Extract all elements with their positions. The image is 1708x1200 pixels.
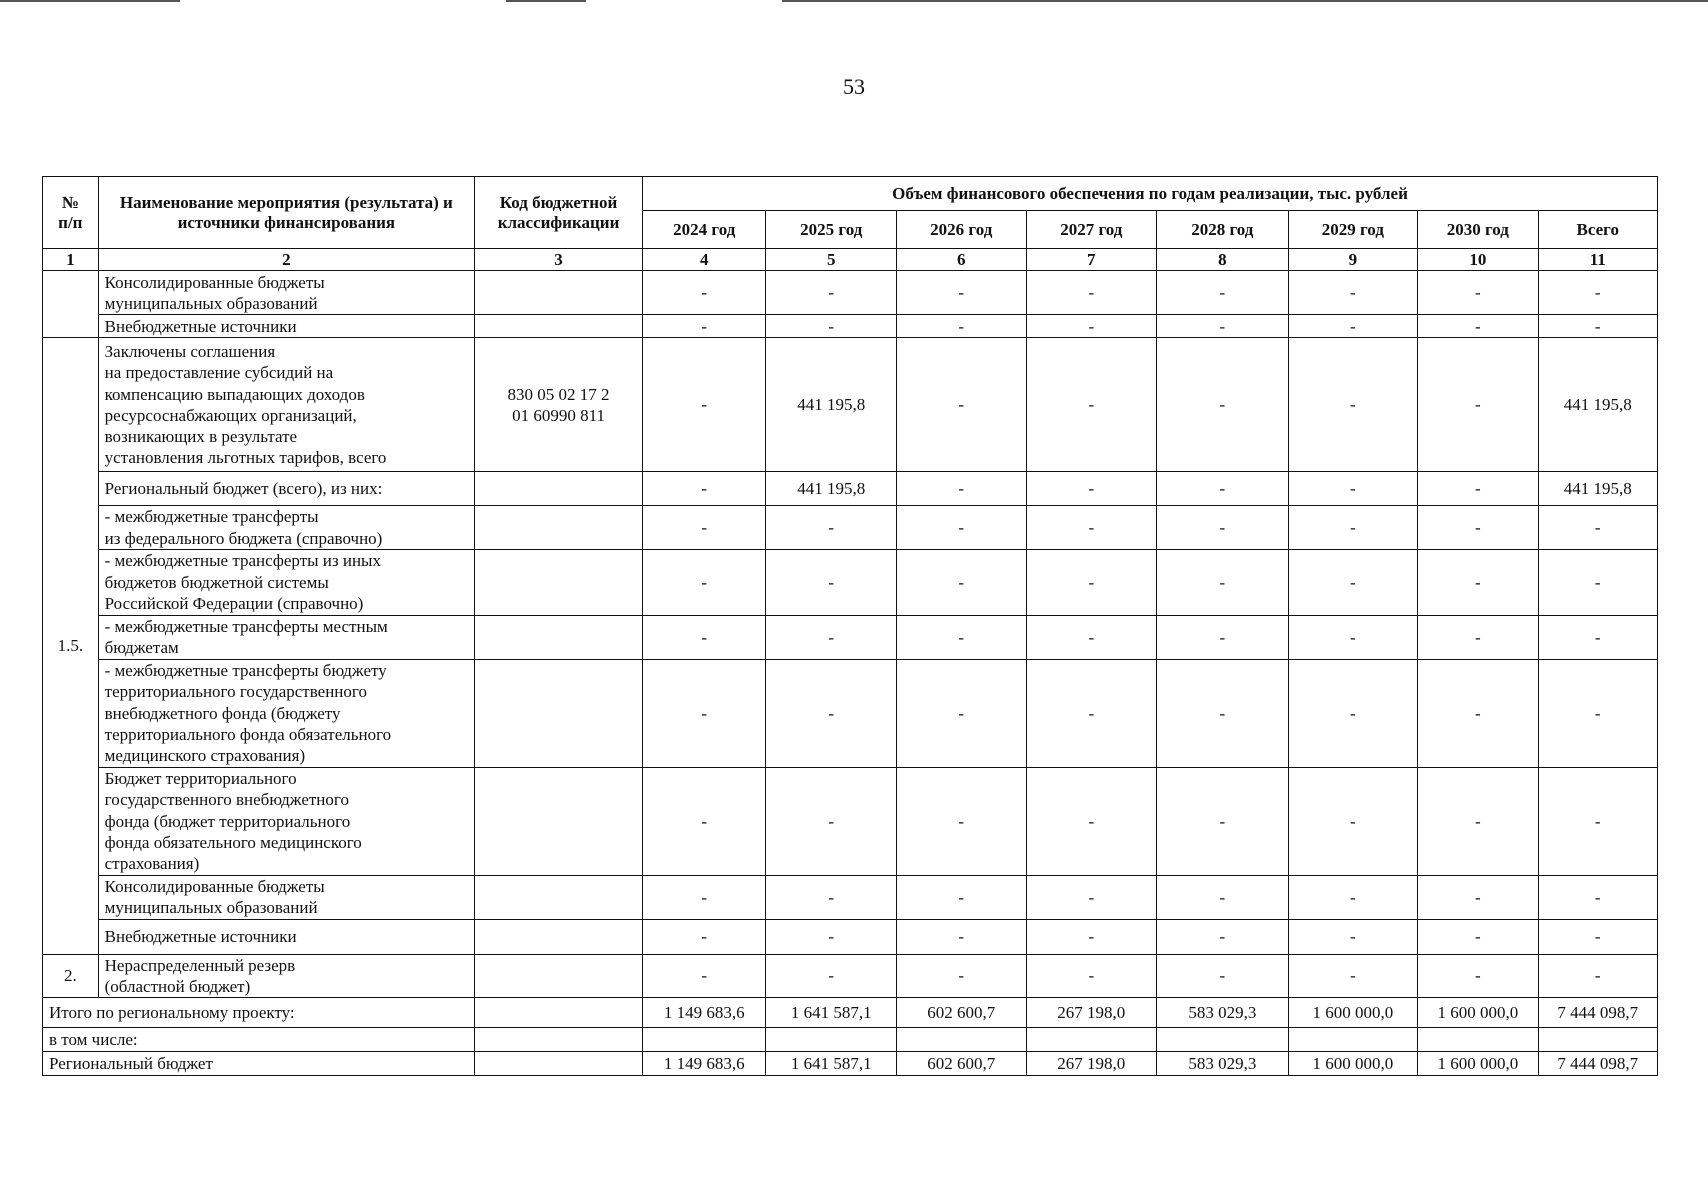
row-number: 2. [43,954,99,998]
header-code: Код бюджетной классификации [475,177,643,249]
row-year-value: - [766,549,897,615]
row-year-value: - [1157,615,1289,659]
table-row [43,338,1658,472]
row-year-value: - [1026,954,1157,998]
row-year-value: - [1288,549,1418,615]
row-year-value: - [1418,506,1538,550]
row-year-value: - [1157,659,1289,767]
table-row [43,919,1658,954]
row-name: Внебюджетные источники [98,315,474,338]
page-number: 53 [843,74,865,99]
header-name: Наименование мероприятия (результата) и источники финансирования [98,177,474,249]
row-name: Консолидированные бюджеты муниципальных образований [98,875,474,919]
row-year-value: - [1418,954,1538,998]
row-year-value: - [1288,919,1418,954]
row-year-value: 441 195,8 [766,338,897,472]
column-index: 6 [897,249,1027,271]
row-total-value: 441 195,8 [1538,338,1657,472]
header-year: 2026 год [897,211,1027,249]
row-year-value: - [1157,954,1289,998]
totals-year-value: 1 600 000,0 [1288,998,1418,1028]
table-row [43,472,1658,506]
row-year-value: - [766,767,897,875]
row-name: - межбюджетные трансферты бюджету территориального государственного внебюджетного фонда (бюджету территориального фонда обязательного медицинского страхования) [98,659,474,767]
row-total-value: - [1538,315,1657,338]
row-year-value: - [897,506,1027,550]
row-total-value: - [1538,549,1657,615]
totals-year-value: 1 149 683,6 [643,1052,766,1076]
totals-year-value: 267 198,0 [1026,1052,1157,1076]
row-total-value: - [1538,271,1657,315]
row-total-value: 441 195,8 [1538,472,1657,506]
row-number: 1.5. [43,338,99,955]
row-year-value: - [1418,549,1538,615]
row-year-value: - [1157,919,1289,954]
row-year-value: - [766,875,897,919]
row-total-value: - [1538,875,1657,919]
table-row [43,659,1658,767]
header-year: 2027 год [1026,211,1157,249]
row-number [43,271,99,338]
scan-edge-line [0,0,180,2]
row-year-value: - [766,954,897,998]
row-year-value: - [897,315,1027,338]
totals-year-value: 1 641 587,1 [766,998,897,1028]
row-budget-code [475,875,643,919]
header-year: 2029 год [1288,211,1418,249]
row-year-value: - [1288,875,1418,919]
totals-year-value: 1 600 000,0 [1288,1052,1418,1076]
row-total-value: - [1538,615,1657,659]
table-row [43,875,1658,919]
totals-code [475,1052,643,1076]
row-year-value: - [1157,338,1289,472]
totals-label: в том числе: [43,1028,475,1052]
header-year: 2028 год [1157,211,1289,249]
totals-year-value: 1 600 000,0 [1418,1052,1538,1076]
column-index: 5 [766,249,897,271]
row-year-value: - [1418,338,1538,472]
row-year-value: - [643,659,766,767]
row-year-value: - [643,767,766,875]
totals-year-value: 267 198,0 [1026,998,1157,1028]
row-year-value: - [1026,615,1157,659]
column-index-row [43,249,1658,271]
row-year-value: - [1026,767,1157,875]
totals-grand-value: 7 444 098,7 [1538,1052,1657,1076]
row-year-value: - [897,549,1027,615]
table-row [43,767,1658,875]
totals-year-value [1418,1028,1538,1052]
row-year-value: - [897,472,1027,506]
totals-year-value: 602 600,7 [897,998,1027,1028]
row-year-value: - [1288,954,1418,998]
row-total-value: - [1538,919,1657,954]
totals-year-value: 602 600,7 [897,1052,1027,1076]
table-row [43,549,1658,615]
row-year-value: - [1288,767,1418,875]
totals-code [475,1028,643,1052]
row-year-value: - [1288,506,1418,550]
totals-year-value [766,1028,897,1052]
row-year-value: - [1026,549,1157,615]
column-index: 1 [43,249,99,271]
totals-grand-value: 7 444 098,7 [1538,998,1657,1028]
table-row [43,315,1658,338]
row-year-value: - [643,338,766,472]
funding-table [42,176,1658,1076]
totals-year-value: 583 029,3 [1157,998,1289,1028]
row-year-value: - [643,315,766,338]
header-year: 2024 год [643,211,766,249]
column-index: 9 [1288,249,1418,271]
table-row [43,954,1658,998]
totals-code [475,998,643,1028]
totals-label: Региональный бюджет [43,1052,475,1076]
row-budget-code: 830 05 02 17 2 01 60990 811 [475,338,643,472]
row-year-value: - [1418,315,1538,338]
row-name: - межбюджетные трансферты местным бюджетам [98,615,474,659]
row-year-value: - [897,659,1027,767]
row-name: Бюджет территориального государственного внебюджетного фонда (бюджет территориального фонда обязательного медицинского страхования) [98,767,474,875]
table-row [43,506,1658,550]
row-year-value: - [766,271,897,315]
totals-year-value [1026,1028,1157,1052]
column-index: 2 [98,249,474,271]
row-year-value: - [1418,615,1538,659]
column-index: 3 [475,249,643,271]
row-year-value: - [1157,506,1289,550]
row-budget-code [475,954,643,998]
row-name: Заключены соглашения на предоставление субсидий на компенсацию выпадающих доходов ресурсоснабжающих организаций, возникающих в результате установления льготных тарифов, всего [98,338,474,472]
row-year-value: - [1026,271,1157,315]
row-year-value: - [1157,875,1289,919]
totals-year-value: 1 641 587,1 [766,1052,897,1076]
totals-year-value: 1 600 000,0 [1418,998,1538,1028]
row-total-value: - [1538,767,1657,875]
column-index: 10 [1418,249,1538,271]
totals-year-value: 1 149 683,6 [643,998,766,1028]
row-year-value: - [1288,271,1418,315]
row-year-value: - [643,954,766,998]
row-year-value: - [643,506,766,550]
row-budget-code [475,315,643,338]
row-year-value: - [1418,659,1538,767]
row-year-value: - [643,615,766,659]
row-year-value: - [897,875,1027,919]
row-year-value: - [1418,919,1538,954]
row-year-value: - [643,919,766,954]
column-index: 4 [643,249,766,271]
row-year-value: - [643,271,766,315]
row-year-value: - [897,615,1027,659]
totals-year-value: 583 029,3 [1157,1052,1289,1076]
row-total-value: - [1538,506,1657,550]
totals-year-value [643,1028,766,1052]
row-year-value: - [1288,659,1418,767]
row-name: Региональный бюджет (всего), из них: [98,472,474,506]
row-budget-code [475,615,643,659]
row-total-value: - [1538,659,1657,767]
row-year-value: - [1026,875,1157,919]
row-year-value: - [1288,338,1418,472]
row-year-value: - [643,472,766,506]
column-index: 11 [1538,249,1657,271]
row-year-value: - [1157,472,1289,506]
row-year-value: - [897,919,1027,954]
row-year-value: - [1157,549,1289,615]
row-budget-code [475,919,643,954]
row-year-value: - [1026,315,1157,338]
row-name: Консолидированные бюджеты муниципальных образований [98,271,474,315]
header-year: 2025 год [766,211,897,249]
row-name: - межбюджетные трансферты из иных бюджетов бюджетной системы Российской Федерации (справочно) [98,549,474,615]
row-year-value: - [1157,271,1289,315]
row-year-value: - [1418,472,1538,506]
totals-label: Итого по региональному проекту: [43,998,475,1028]
totals-row [43,1028,1658,1052]
column-index: 7 [1026,249,1157,271]
row-year-value: - [1157,315,1289,338]
header-number: № п/п [43,177,99,249]
row-budget-code [475,271,643,315]
totals-year-value [1288,1028,1418,1052]
row-year-value: - [766,919,897,954]
totals-row [43,1052,1658,1076]
row-year-value: - [1026,919,1157,954]
row-year-value: - [897,271,1027,315]
row-budget-code [475,659,643,767]
row-year-value: - [897,338,1027,472]
totals-row [43,998,1658,1028]
scan-edge-line [506,0,586,2]
row-year-value: - [1026,338,1157,472]
header-year: 2030 год [1418,211,1538,249]
row-year-value: - [1418,271,1538,315]
row-year-value: - [766,506,897,550]
table-row [43,271,1658,315]
row-name: Нераспределенный резерв (областной бюджет) [98,954,474,998]
row-budget-code [475,767,643,875]
row-name: - межбюджетные трансферты из федерального бюджета (справочно) [98,506,474,550]
row-year-value: - [643,875,766,919]
row-year-value: - [1288,315,1418,338]
totals-year-value [897,1028,1027,1052]
column-index: 8 [1157,249,1289,271]
row-year-value: - [1026,472,1157,506]
row-year-value: - [897,954,1027,998]
row-year-value: - [1418,875,1538,919]
row-budget-code [475,549,643,615]
row-year-value: - [766,659,897,767]
totals-year-value [1157,1028,1289,1052]
row-year-value: - [897,767,1027,875]
row-year-value: - [1026,659,1157,767]
row-year-value: - [1026,506,1157,550]
row-year-value: 441 195,8 [766,472,897,506]
row-year-value: - [766,615,897,659]
header-volume: Объем финансового обеспечения по годам реализации, тыс. рублей [643,177,1658,211]
scan-edge-line [782,0,1708,2]
row-year-value: - [1288,615,1418,659]
row-budget-code [475,506,643,550]
row-year-value: - [766,315,897,338]
header-total: Всего [1538,211,1657,249]
row-name: Внебюджетные источники [98,919,474,954]
row-year-value: - [1418,767,1538,875]
totals-grand-value [1538,1028,1657,1052]
table-row [43,615,1658,659]
row-year-value: - [643,549,766,615]
row-budget-code [475,472,643,506]
row-total-value: - [1538,954,1657,998]
row-year-value: - [1288,472,1418,506]
row-year-value: - [1157,767,1289,875]
